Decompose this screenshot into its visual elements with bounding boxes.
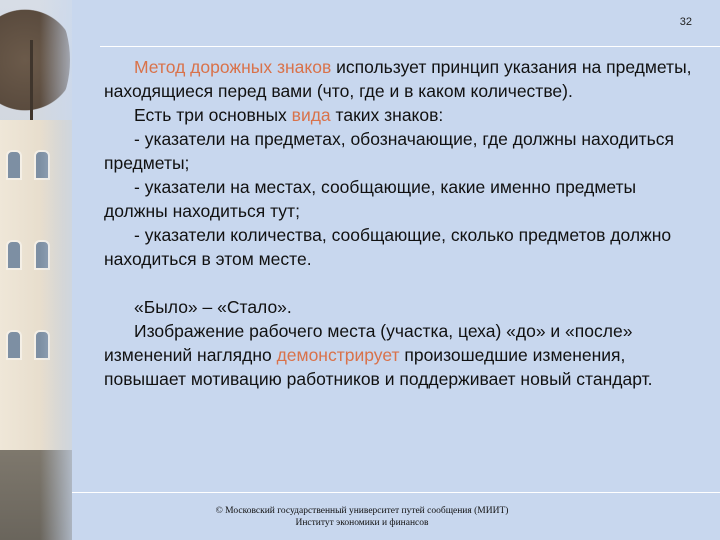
- footer-institute: Институт экономики и финансов: [295, 518, 429, 528]
- window: [6, 150, 22, 180]
- list-item: - указатели на местах, сообщающие, какие именно предметы должны находиться тут;: [104, 177, 637, 221]
- page-number: 32: [679, 16, 692, 28]
- spacer: [104, 271, 694, 295]
- paragraph-types-text-a: Есть три основных: [134, 105, 292, 125]
- list-item: - указатели на предметах, обозначающие, где должны находиться предметы;: [104, 129, 675, 173]
- list-item: - указатели количества, сообщающие, сколько предметов должно находиться в этом месте.: [104, 225, 672, 269]
- window: [6, 330, 22, 360]
- paragraph-before-after-text-b: произошедшие изменения, повышает мотивацию работников и поддерживает новый стандарт.: [104, 345, 653, 389]
- highlight-demonstrates: демонстрирует: [276, 345, 400, 365]
- slide-panel: [72, 0, 720, 540]
- paragraph-types-text-b: таких знаков:: [330, 105, 444, 125]
- highlight-method-name: Метод дорожных знаков: [134, 57, 332, 77]
- paragraph-before-after: [104, 319, 694, 391]
- top-divider: [100, 46, 720, 47]
- paragraph-types: [104, 103, 694, 127]
- slide-body: [104, 55, 694, 391]
- bottom-divider: [72, 492, 720, 493]
- footer-copyright: © Московский государственный университет путей сообщения (МИИТ): [215, 506, 509, 516]
- window: [6, 240, 22, 270]
- paragraph-before-after-text-a: Изображение рабочего места (участка, цеха) «до» и «после» изменений наглядно: [104, 321, 633, 365]
- building-photo: [0, 0, 80, 540]
- paragraph-before-after-title: «Было» – «Стало».: [134, 297, 292, 317]
- paragraph-method: [104, 55, 694, 103]
- paragraph-method-text: использует принцип указания на предметы, находящиеся перед вами (что, где и в каком количестве).: [104, 57, 692, 101]
- highlight-types: вида: [291, 105, 331, 125]
- footer: [202, 505, 522, 529]
